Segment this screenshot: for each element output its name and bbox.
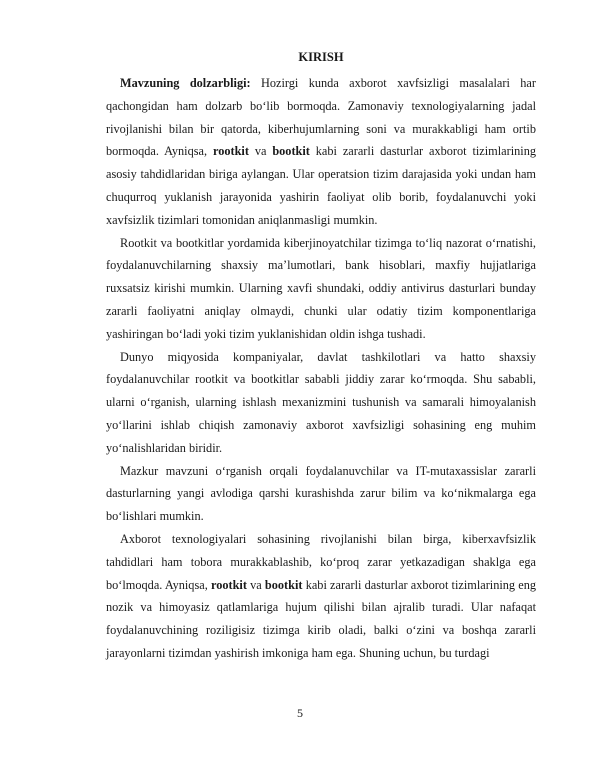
page-number: 5 bbox=[297, 706, 303, 720]
paragraph-text: kabi zararli dasturlar axborot tizimlarining eng nozik va himoyasiz qatlamlariga hujum qilishi bilan ajralib turadi. Ular nafaqat foydalanuvchining roziligisiz tizimga kirib oladi, balki o‘zini va boshqa zararli jarayonlarni tizimdan yashirish imkoniga ham ega. Shuning uchun, bu turdagi bbox=[106, 577, 536, 660]
paragraph-text: Hozirgi kunda axborot xavfsizligi masalalari har qachongidan ham dolzarb bo‘lib bormoqda. Zamonaviy texnologiyalarning jadal rivojlanishi bilan bir qatorda, kiberhujumlarning soni va murakkabligi ham ortib bormoqda. Ayniqsa, bbox=[106, 76, 536, 159]
term-bootkit: bootkit bbox=[272, 144, 310, 159]
paragraph-text: kabi zararli dasturlar axborot tizimlarining asosiy tahdidlaridan biriga aylangan. Ular operatsion tizim darajasida yoki undan ham chuqurroq yuklanish jarayonida yashirin faoliyat olib borib, foydalanuvchi yoki xavfsizlik tizimlari tomonidan aniqlanmasligi mumkin. bbox=[106, 144, 536, 227]
paragraph-relevance bbox=[106, 72, 536, 232]
paragraph-text: Axborot texnologiyalari sohasining rivojlanishi bilan birga, kiberxavfsizlik tahdidlari ham tobora murakkablashib, ko‘proq zarar yetkazadigan shaklga ega bo‘lmoqda. Ayniqsa, bbox=[106, 531, 536, 592]
paragraph-study-benefit: Mazkur mavzuni o‘rganish orqali foydalanuvchilar va IT-mutaxassislar zararli dasturlarning yangi avlodiga qarshi kurashishda zarur bilim va ko‘nikmalarga ega bo‘lishlari mumkin. bbox=[106, 463, 536, 524]
section-heading: KIRISH bbox=[298, 50, 344, 64]
paragraph-text: va bbox=[248, 144, 273, 159]
relevance-lead-label: Mavzuning dolzarbligi: bbox=[120, 76, 251, 90]
term-bootkit: bootkit bbox=[264, 577, 303, 592]
term-rootkit: rootkit bbox=[210, 577, 247, 592]
paragraph-world-damage: Dunyo miqyosida kompaniyalar, davlat tashkilotlari va hatto shaxsiy foydalanuvchilar rootkit va bootkitlar sababli jiddiy zarar ko‘rmoqda. Shu sababli, ularni o‘rganish, ularning ishlash mexanizmini tushunish va samarali himoyalanish yo‘llarini ishlab chiqish zamonaviy axborot xavfsizligi sohasining eng muhim yo‘nalishlaridan biridir. bbox=[106, 349, 536, 455]
paragraph-text: va bbox=[246, 577, 265, 592]
paragraph-rootkit-control: Rootkit va bootkitlar yordamida kiberjinoyatchilar tizimga to‘liq nazorat o‘rnatishi, foydalanuvchilarning shaxsiy ma’lumotlari, bank hisoblari, maxfiy hujjatlariga ruxsatsiz kirishi mumkin. Ularning xavfi shundaki, oddiy antivirus dasturlari bunday zararli faoliyatni aniqlay olmaydi, chunki ular odatiy tizim komponentlariga yashiringan bo‘ladi yoki tizim yuklanishidan oldin ishga tushadi. bbox=[106, 235, 536, 341]
term-rootkit: rootkit bbox=[212, 144, 249, 159]
paragraph-it-development bbox=[106, 528, 536, 665]
document-page bbox=[106, 46, 536, 665]
